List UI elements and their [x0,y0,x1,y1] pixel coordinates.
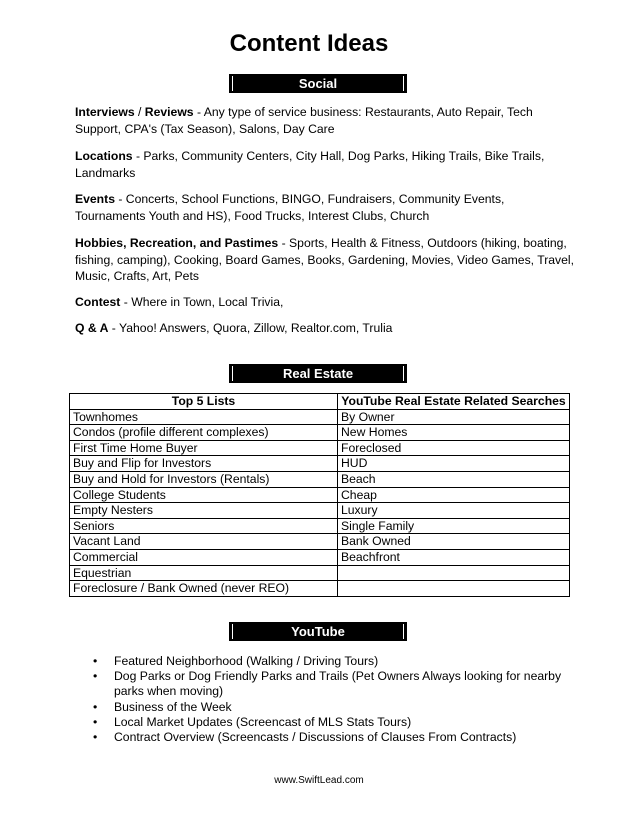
real-estate-heading: Real Estate [229,364,407,383]
list-item-text: Contract Overview (Screencasts / Discussions of Clauses From Contracts) [114,730,517,745]
table-cell [338,565,570,581]
table-cell: Foreclosed [338,440,570,456]
column-header-top5: Top 5 Lists [70,394,338,410]
youtube-heading: YouTube [229,622,407,641]
bullet-icon: • [93,669,98,684]
table-cell: Cheap [338,487,570,503]
table-row [70,518,570,534]
table-cell [338,581,570,597]
item-text: - Sports, Health & Fitness, Outdoors (hiking, boating, fishing, camping), Cooking, Board Games, Books, Gardening, Movies, Video Games, Travel, Music, Crafts, Art, Pets [75,236,575,283]
item-separator: / [134,105,145,119]
table-cell: Townhomes [70,409,338,425]
table-cell: Empty Nesters [70,503,338,519]
table-row [70,487,570,503]
list-item-text: Dog Parks or Dog Friendly Parks and Trails (Pet Owners Always looking for nearby parks when moving) [114,669,562,699]
list-item [91,715,566,730]
table-cell: Commercial [70,549,338,565]
table-cell: Single Family [338,518,570,534]
bullet-icon: • [93,730,98,745]
table-row [70,581,570,597]
table-cell: Foreclosure / Bank Owned (never REO) [70,581,338,597]
item-text: - Concerts, School Functions, BINGO, Fundraisers, Community Events, Tournaments Youth and HS), Food Trucks, Interest Clubs, Church [75,192,505,223]
bullet-icon: • [93,654,98,668]
table-cell: First Time Home Buyer [70,440,338,456]
table-cell: Luxury [338,503,570,519]
social-item-locations [75,148,575,181]
table-cell: HUD [338,456,570,472]
table-row [70,565,570,581]
item-label: Contest [75,295,121,309]
social-item-contest [75,294,575,311]
social-item-qa [75,320,575,337]
table-row [70,425,570,441]
table-cell: Seniors [70,518,338,534]
item-label: Locations [75,149,133,163]
list-item-text: Featured Neighborhood (Walking / Driving Tours) [114,654,379,668]
real-estate-table [69,393,570,597]
table-row [70,471,570,487]
table-row [70,409,570,425]
item-text: - Where in Town, Local Trivia, [120,295,284,309]
item-label: Hobbies, Recreation, and Pastimes [75,236,279,250]
table-cell: College Students [70,487,338,503]
table-header-row [70,394,570,410]
table-cell: Beach [338,471,570,487]
table-row [70,534,570,550]
table-cell: By Owner [338,409,570,425]
table-cell: Buy and Flip for Investors [70,456,338,472]
list-item-text: Local Market Updates (Screencast of MLS Stats Tours) [114,714,412,729]
table-cell: Beachfront [338,549,570,565]
item-text: - Yahoo! Answers, Quora, Zillow, Realtor.com, Trulia [108,321,393,335]
table-cell: Condos (profile different complexes) [70,425,338,441]
list-item-text: Business of the Week [114,699,232,714]
table-row [70,549,570,565]
social-heading: Social [229,74,407,93]
item-label: Events [75,192,115,206]
table-row [70,503,570,519]
table-row [70,456,570,472]
youtube-ideas-list [91,654,566,745]
social-item-events [75,191,575,224]
table-cell: Equestrian [70,565,338,581]
table-cell: Buy and Hold for Investors (Rentals) [70,471,338,487]
social-item-hobbies [75,235,575,285]
footer-url: www.SwiftLead.com [274,775,364,786]
bullet-icon: • [93,699,98,714]
table-cell: New Homes [338,425,570,441]
item-label: Interviews [75,105,135,119]
social-item-interviews [75,104,575,137]
column-header-youtube-searches: YouTube Real Estate Related Searches [338,394,570,410]
item-text: - Any type of service business: Restaurants, Auto Repair, Tech Support, CPA's (Tax Season), Salons, Day Care [75,105,533,136]
bullet-icon: • [93,714,98,729]
table-row [70,440,570,456]
list-item [91,669,566,699]
page-title: Content Ideas [229,30,389,57]
item-label: Q & A [75,321,109,335]
item-text: - Parks, Community Centers, City Hall, Dog Parks, Hiking Trails, Bike Trails, Landmarks [75,149,545,180]
table-cell: Vacant Land [70,534,338,550]
item-label: Reviews [144,105,194,119]
list-item [91,654,566,669]
list-item [91,730,566,745]
table-cell: Bank Owned [338,534,570,550]
list-item [91,700,566,715]
